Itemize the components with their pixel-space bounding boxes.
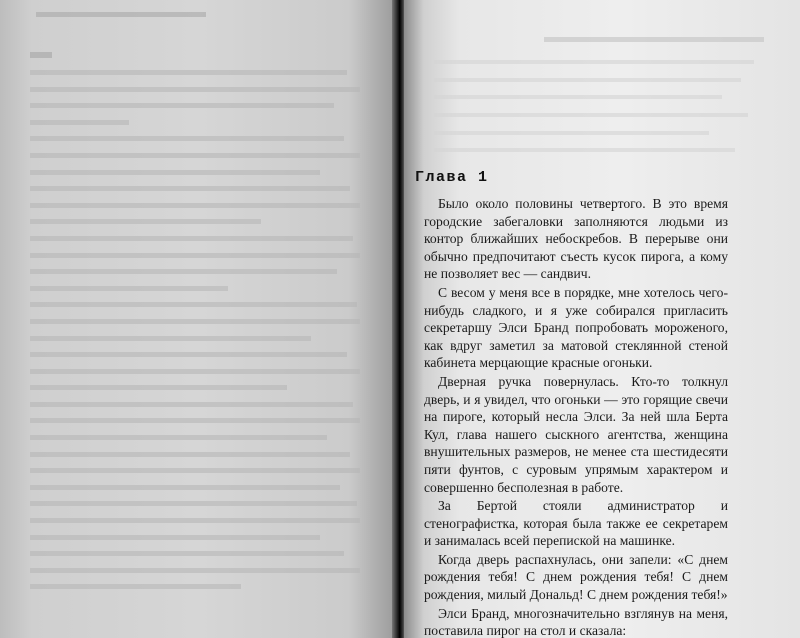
paragraph: За Бертой стояли администратор и стенографистка, которая была также ее секретарем и занималась всей перепиской на машинке. — [424, 498, 728, 549]
paragraph: Дверная ручка повернулась. Кто-то толкнул дверь, и я увидел, что огоньки — это горящие свечи на пироге, который несла Элси. За ней шла Берта Кул, глава нашего сыскного агентства, женщина внушительных размеров, не менее ста шестидесяти пяти фунтов, с суровым упрямым характером и совершенно бесполезная в работе. — [424, 373, 728, 495]
chapter-body — [424, 195, 728, 638]
left-page-number-shadow — [30, 52, 52, 58]
paragraph: Было около половины четвертого. В это время городские забегаловки заполняются людьми из контор ближайших небоскребов. В перерыве они обычно предпочитают съесть кусок пирога, а кому не позволяет вес — сандвич. — [424, 196, 728, 282]
paragraph: С весом у меня все в порядке, мне хотелось чего-нибудь сладкого, и я уже собирался пригласить секретаршу Элси Бранд попробовать мороженого, как вдруг заметил за матовой стеклянной стеной кабинета мерцающие красные огоньки. — [424, 284, 728, 371]
paragraph: Когда дверь распахнулась, они запели: «С днем рождения тебя! С днем рождения тебя! С днем рождения, милый Дональд! С днем рождения тебя!» — [424, 551, 728, 603]
right-page-bleedthrough — [434, 60, 754, 166]
left-page-header-shadow — [36, 12, 206, 17]
chapter-heading: Глава 1 — [415, 169, 489, 186]
left-page-text-shadow — [30, 70, 360, 601]
right-page-header-shadow — [544, 37, 764, 42]
left-page-bleedthrough — [0, 0, 396, 638]
paragraph: Элси Бранд, многозначительно взглянув на меня, поставила пирог на стол и сказала: — [424, 605, 728, 638]
